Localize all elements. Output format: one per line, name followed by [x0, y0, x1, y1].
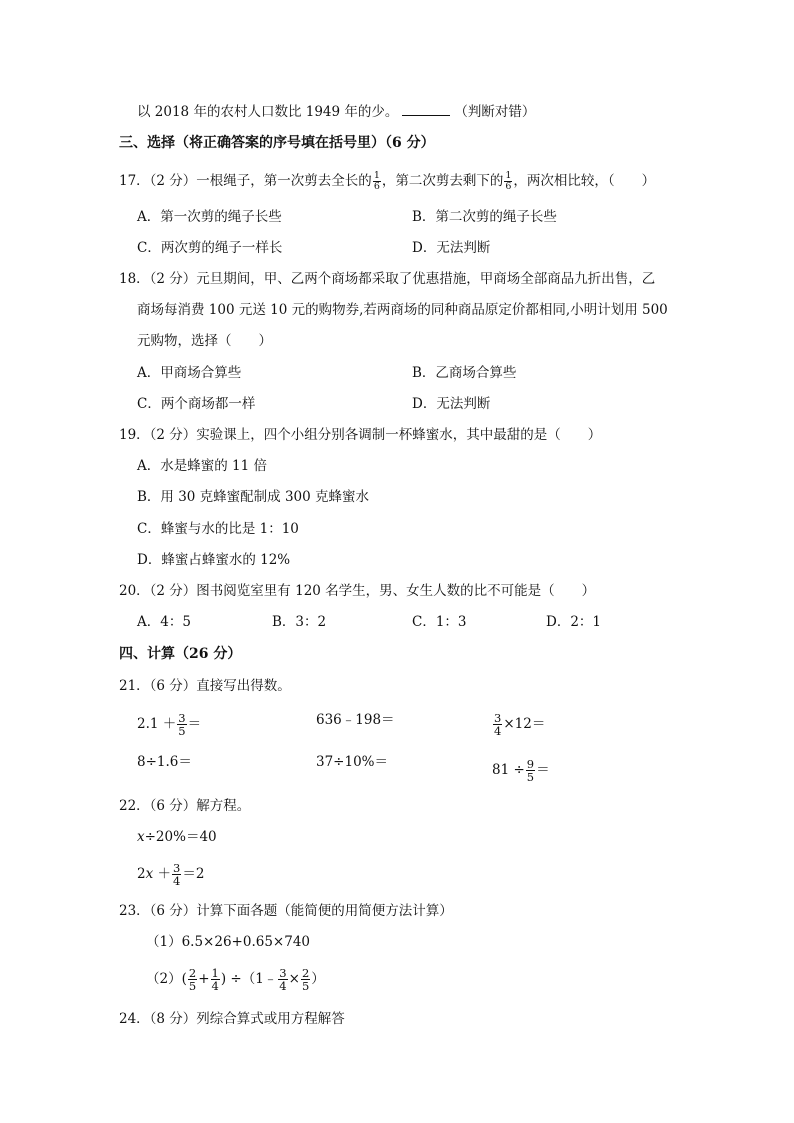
- q18-option-d[interactable]: D．无法判断: [412, 396, 491, 412]
- q19-stem: 19．（2 分）实验课上，四个小组分别各调制一杯蜂蜜水，其中最甜的是（ ）: [119, 427, 602, 443]
- q20-option-b[interactable]: B．3：2: [272, 614, 327, 630]
- q22-equation-2: 2x ＋ $\frac{3}{4}$ ＝2: [137, 861, 205, 888]
- q17-option-c[interactable]: C．两次剪的绳子一样长: [137, 240, 283, 256]
- q19-option-b[interactable]: B．用 30 克蜂蜜配制成 300 克蜂蜜水: [137, 489, 370, 505]
- q21-expr-5: 37÷10%＝: [316, 754, 388, 770]
- judgement-suffix: （判断对错）: [454, 104, 536, 120]
- q19-option-a[interactable]: A．水是蜂蜜的 11 倍: [137, 458, 268, 474]
- fraction-nine-fifths: $\frac{9}{5}$: [526, 757, 535, 784]
- q20-option-d[interactable]: D．2：1: [546, 614, 602, 630]
- fraction-three-quarters-3: $\frac{3}{4}$: [279, 966, 287, 993]
- q20-stem: 20．（2 分）图书阅览室里有 120 名学生，男、女生人数的比不可能是（ ）: [119, 583, 596, 599]
- section-3-title: 三、选择（将正确答案的序号填在括号里）（6 分）: [119, 135, 435, 151]
- judgement-text: 以 2018 年的农村人口数比 1949 年的少。: [137, 104, 399, 120]
- q22-equation-1: x÷20%＝40: [137, 829, 217, 845]
- q23-stem: 23．（6 分）计算下面各题（能简便的用简便方法计算）: [119, 903, 453, 919]
- q17-text-b: ，第二次剪去剩下的: [381, 173, 504, 189]
- q21-expr-1: 2.1 ＋ $\frac{3}{5}$ ＝: [137, 711, 202, 738]
- q23-part-2: （2）( $\frac{2}{5}$ + $\frac{1}{4}$ ) ÷（1﹣ $\frac{3}{4}$ × $\frac{2}{5}$ ）: [146, 966, 325, 993]
- q18-option-c[interactable]: C．两个商场都一样: [137, 396, 256, 412]
- q19-option-c[interactable]: C．蜂蜜与水的比是 1：10: [137, 521, 299, 537]
- fraction-two-fifths: $\frac{2}{5}$: [188, 966, 197, 993]
- q18-option-a[interactable]: A．甲商场合算些: [137, 365, 242, 381]
- fraction-three-quarters: $\frac{3}{4}$: [494, 711, 502, 738]
- fraction-three-fifths: $\frac{3}{5}$: [178, 711, 186, 738]
- q20-option-c[interactable]: C．1：3: [412, 614, 467, 630]
- q22-stem: 22．（6 分）解方程。: [119, 798, 251, 814]
- q18-option-b[interactable]: B．乙商场合算些: [412, 365, 517, 381]
- q18-line-2: 商场每消费 100 元送 10 元的购物券,若两商场的同种商品原定价都相同,小明计划用 500: [137, 302, 668, 318]
- q19-option-d[interactable]: D．蜂蜜占蜂蜜水的 12%: [137, 552, 291, 568]
- q17-text-c: ，两次相比较，（ ）: [513, 173, 656, 189]
- q24-stem: 24．（8 分）列综合算式或用方程解答: [119, 1011, 345, 1027]
- q17-text-a: 17．（2 分）一根绳子，第一次剪去全长的: [119, 173, 372, 189]
- question-17-stem: [119, 171, 655, 192]
- fraction-one-sixth: $\frac{1}{6}$: [373, 170, 380, 192]
- fraction-two-fifths-2: $\frac{2}{5}$: [301, 966, 310, 993]
- q21-expr-3: $\frac{3}{4}$ ×12＝: [494, 711, 546, 738]
- q20-option-a[interactable]: A．4：5: [137, 614, 191, 630]
- q17-option-a[interactable]: A．第一次剪的绳子长些: [137, 209, 282, 225]
- q21-expr-2: 636﹣198＝: [316, 712, 395, 728]
- judgement-line: [137, 103, 535, 121]
- section-4-title: 四、计算（26 分）: [119, 646, 242, 662]
- answer-blank[interactable]: [402, 103, 450, 116]
- q18-line-3: 元购物，选择（ ）: [137, 333, 272, 349]
- fraction-one-quarter: $\frac{1}{4}$: [211, 966, 219, 993]
- q21-expr-6: 81 ÷ $\frac{9}{5}$ ＝: [492, 757, 550, 784]
- q21-expr-4: 8÷1.6＝: [137, 754, 192, 770]
- q18-line-1: 18．（2 分）元旦期间，甲、乙两个商场都采取了优惠措施，甲商场全部商品九折出售，乙: [119, 271, 656, 287]
- q23-part-1: （1）6.5×26+0.65×740: [146, 934, 310, 950]
- fraction-one-sixth-2: $\frac{1}{6}$: [505, 170, 512, 192]
- q17-option-b[interactable]: B．第二次剪的绳子长些: [412, 209, 557, 225]
- q17-option-d[interactable]: D．无法判断: [412, 240, 491, 256]
- fraction-three-quarters-2: $\frac{3}{4}$: [173, 861, 181, 888]
- q21-stem: 21．（6 分）直接写出得数。: [119, 678, 291, 694]
